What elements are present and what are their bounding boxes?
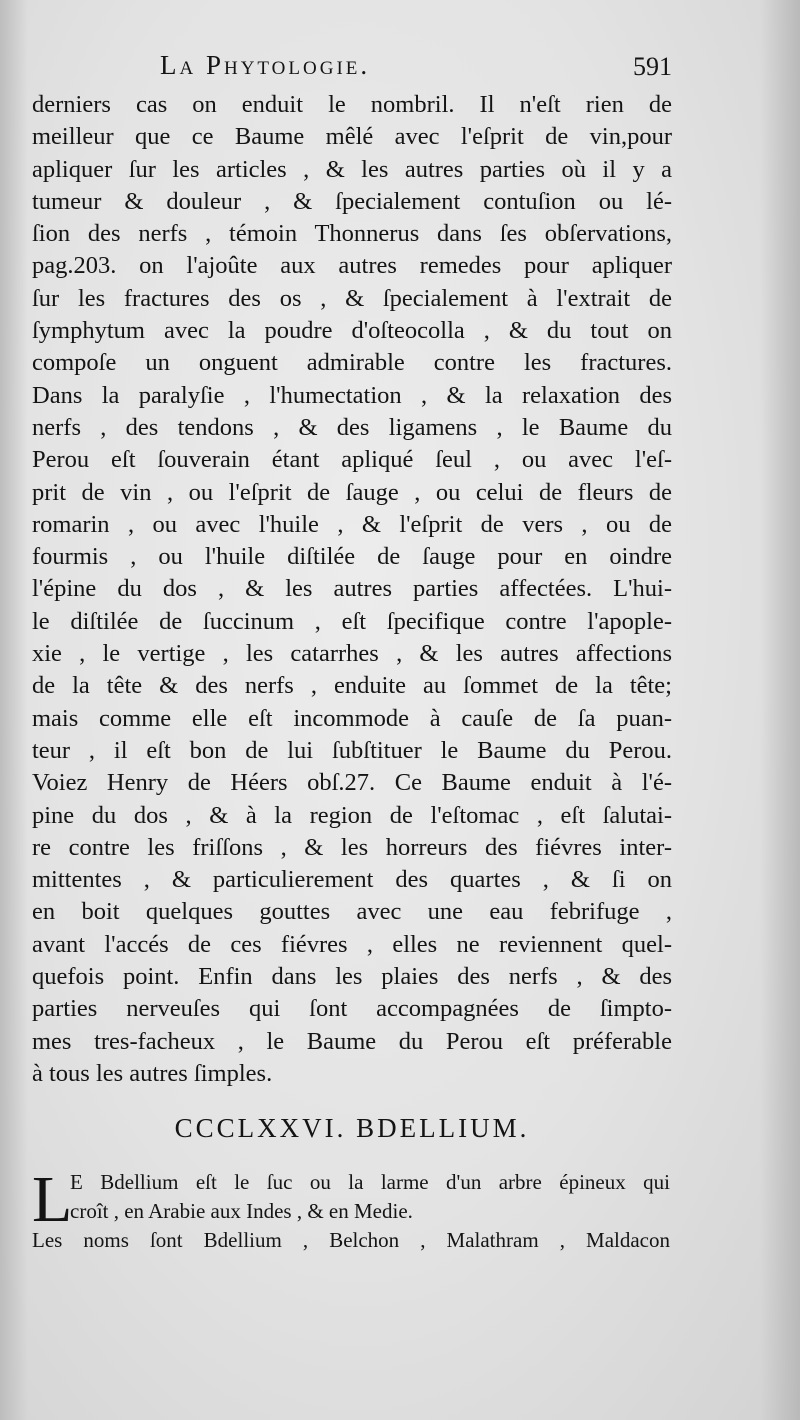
text-line: Les noms ſont Bdellium , Belchon , Malathram , Maldacon [32, 1228, 670, 1252]
text-line: parties nerveuſes qui ſont accompagnées de ſimpto- [32, 995, 672, 1023]
text-line: mes tres-facheux , le Baume du Perou eſt préferable [32, 1027, 672, 1055]
text-line: mais comme elle eſt incommode à cauſe de ſa puan- [32, 704, 672, 732]
text-line: re contre les friſſons , & les horreurs des fiévres inter- [32, 833, 672, 861]
entry-paragraph [32, 1163, 670, 1255]
text-line: croît , en Arabie aux Indes , & en Medie. [70, 1199, 413, 1223]
text-line: Perou eſt ſouverain étant apliqué ſeul , ou avec l'eſ- [32, 446, 672, 474]
text-line: compoſe un onguent admirable contre les fractures. [32, 349, 672, 377]
body-paragraph [32, 89, 672, 1090]
text-line: mittentes , & particulierement des quartes , & ſi on [32, 866, 672, 894]
text-line: en boit quelques gouttes avec une eau febrifuge , [32, 898, 672, 926]
text-line: quefois point. Enfin dans les plaies des nerfs , & des [32, 963, 672, 991]
text-line: derniers cas on enduit le nombril. Il n'eſt rien de [32, 91, 672, 118]
text-line: Dans la paralyſie , l'humectation , & la relaxation des [32, 381, 672, 409]
text-line: l'épine du dos , & les autres parties affectées. L'hui- [32, 575, 672, 603]
text-line: tumeur & douleur , & ſpecialement contuſion ou lé- [32, 187, 672, 215]
text-line: Voiez Henry de Héers obſ.27. Ce Baume enduit à l'é- [32, 769, 672, 797]
text-line: fourmis , ou l'huile diſtilée de ſauge pour en oindre [32, 543, 672, 571]
page-number: 591 [633, 52, 672, 81]
text-line: nerfs , des tendons , & des ligamens , le Baume du [32, 413, 672, 441]
running-title: La Phytologie. [160, 50, 371, 80]
text-line: ſion des nerfs , témoin Thonnerus dans ſes obſervations, [32, 220, 672, 248]
text-line: à tous les autres ſimples. [32, 1059, 273, 1087]
drop-cap: L [32, 1163, 73, 1236]
section-heading: CCCLXXVI. BDELLIUM. [174, 1113, 530, 1143]
text-line: ſur les fractures des os , & ſpecialement à l'extrait de [32, 284, 672, 312]
text-line: avant l'accés de ces fiévres , elles ne reviennent quel- [32, 930, 672, 958]
text-line: teur , il eſt bon de lui ſubſtituer le Baume du Perou. [32, 736, 672, 764]
text-line: E Bdellium eſt le ſuc ou la larme d'un arbre épineux qui [70, 1170, 670, 1194]
text-line: de la tête & des nerfs , enduite au ſommet de la tête; [32, 672, 672, 700]
text-line: romarin , ou avec l'huile , & l'eſprit de vers , ou de [32, 510, 672, 538]
text-line: ſymphytum avec la poudre d'oſteocolla , & du tout on [32, 317, 672, 345]
running-head [32, 50, 672, 90]
text-line: meilleur que ce Baume mêlé avec l'eſprit de vin,pour [32, 123, 672, 151]
text-line: apliquer ſur les articles , & les autres parties où il y a [32, 155, 672, 183]
text-line: xie , le vertige , les catarrhes , & les autres affections [32, 640, 672, 668]
text-line: pag.203. on l'ajoûte aux autres remedes pour apliquer [32, 252, 672, 280]
text-line: le diſtilée de ſuccinum , eſt ſpecifique contre l'apople- [32, 607, 672, 635]
text-line: prit de vin , ou l'eſprit de ſauge , ou celui de fleurs de [32, 478, 672, 506]
text-line: pine du dos , & à la region de l'eſtomac , eſt ſalutai- [32, 801, 672, 829]
